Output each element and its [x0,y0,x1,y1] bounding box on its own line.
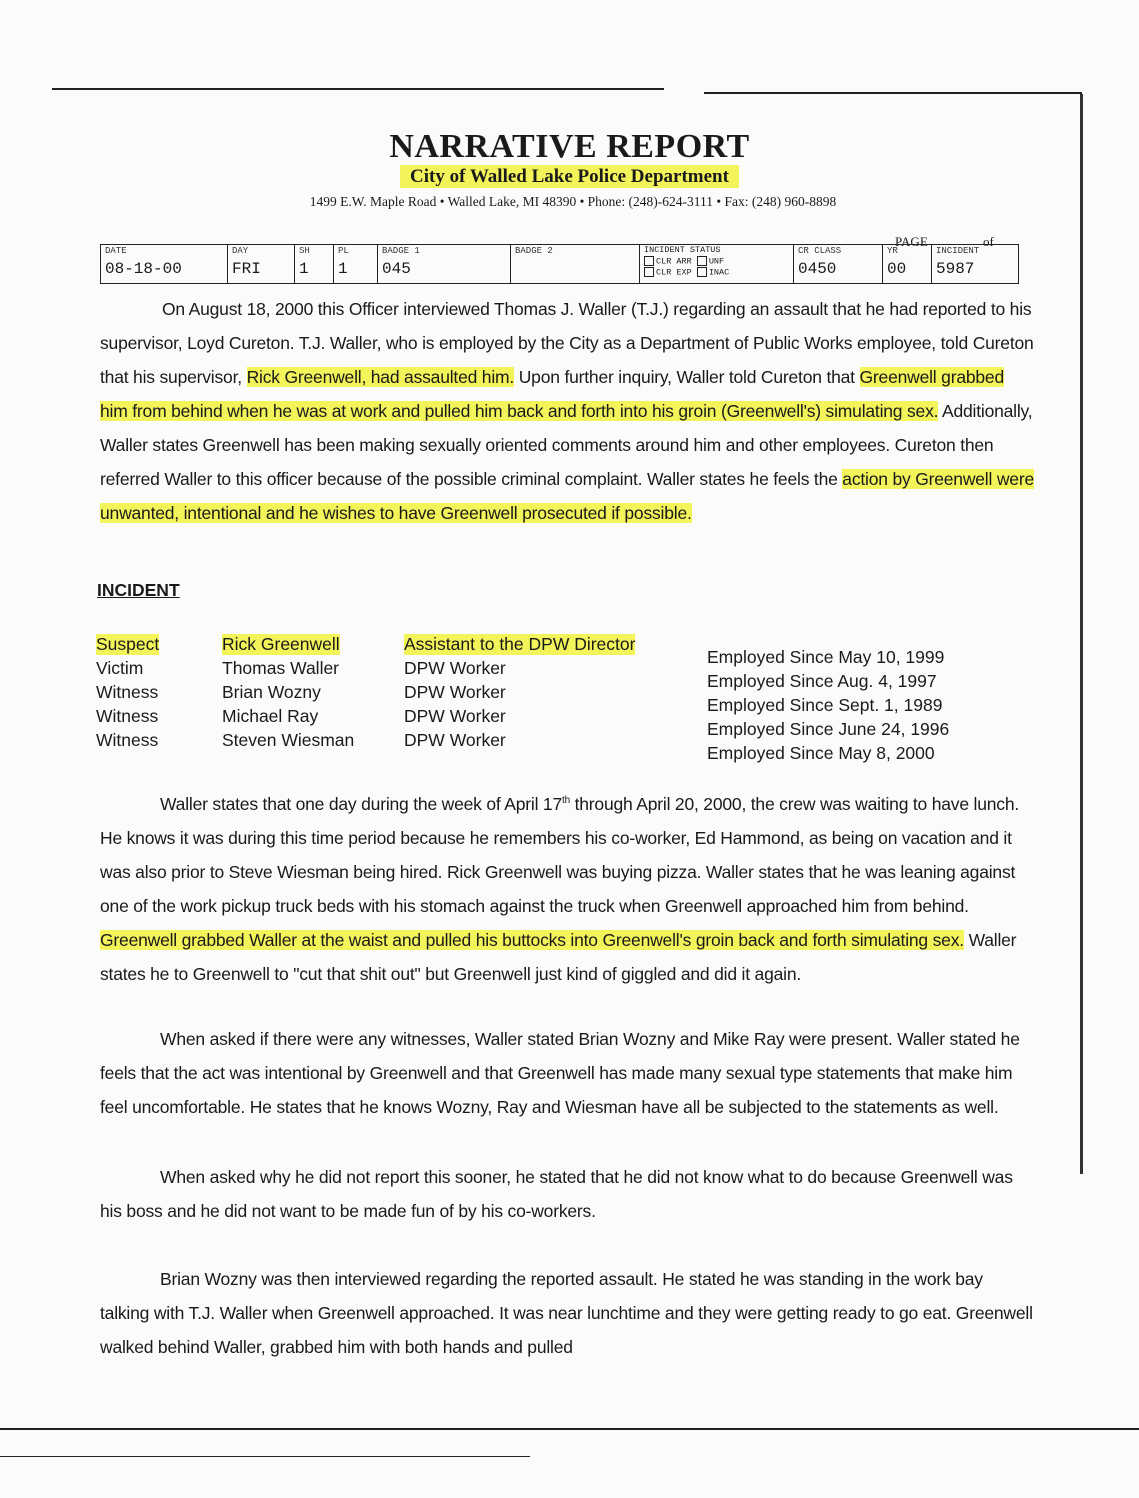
top-border-rule [52,88,664,90]
cr-class-cell: CR CLASS 0450 [794,245,883,284]
narrative-paragraph-1: On August 18, 2000 this Officer interviewed Thomas J. Waller (T.J.) regarding an assault that he had reported to his supervisor, Loyd Cureton. T.J. Waller, who is employed by the City as a Department of Public Works employee, told Cureton that his supervisor, Rick Greenwell, had assaulted him. Upon further inquiry, Waller told Cureton that Greenwell grabbed him from behind when he was at work and pulled him back and forth into his groin (Greenwell's) simulating sex. Additionally, Waller states Greenwell has been making sexually oriented comments around him and other employees. Cureton then referred Waller to this officer because of the possible criminal complaint. Waller states he feels the action by Greenwell were unwanted, intentional and he wishes to have Greenwell prosecuted if possible. [100,299,1034,523]
bottom-border-rule [0,1428,1139,1430]
highlight-waist-grab: Greenwell grabbed Waller at the waist and pulled his buttocks into Greenwell's groin back and forth simulating sex. [100,929,964,950]
narrative-paragraph-3: When asked if there were any witnesses, Waller stated Brian Wozny and Mike Ray were present. Waller stated he feels that the act was intentional by Greenwell and that Greenwell has made many sexual type statements that make him feel uncomfortable. He states that he knows Wozny, Ray and Wiesman have all be subjected to the statements as well. [100,1029,1020,1117]
highlight-assault: Rick Greenwell, had assaulted him. [246,367,515,387]
shift-cell: SH 1 [295,245,334,284]
day-cell: DAY FRI [228,245,295,284]
year-cell: YR 00 [883,245,932,284]
clr-arr-checkbox [644,256,654,266]
incident-heading: INCIDENT [97,580,180,600]
badge2-cell: BADGE 2 [511,245,640,284]
narrative-paragraph-5: Brian Wozny was then interviewed regarding the reported assault. He stated he was standing in the work bay talking with T.J. Waller when Greenwell approached. It was near lunchtime and they were getting ready to go eat. Greenwell walked behind Waller, grabbed him with both hands and pulled [100,1269,1033,1357]
highlight-prosecute: action by Greenwell were unwanted, intentional and he wishes to have Greenwell prosecuted if possible. [100,469,1034,523]
incident-number-cell: INCIDENT 5987 [932,245,1019,284]
employed-since-witness-3: Employed Since May 8, 2000 [707,743,935,763]
department-name-text: City of Walled Lake Police Department [400,165,739,188]
narrative-paragraph-2: Waller states that one day during the week of April 17th through April 20, 2000, the crew was waiting to have lunch. He knows it was during this time period because he remembers his co-worker, Ed Hammond, as being on vacation and it was also prior to Steve Wiesman being hired. Rick Greenwell was buying pizza. Waller states that he was leaning against one of the work pickup truck beds with his stomach against the truck when Greenwell approached him from behind. Greenwell grabbed Waller at the waist and pulled his buttocks into Greenwell's groin back and forth simulating sex. Waller states he to Greenwell to "cut that shit out" but Greenwell just kind of giggled and did it again. [100,793,1020,984]
highlight-grab: Greenwell grabbed him from behind when he was at work and pulled him back and forth into his groin (Greenwell's) simulating sex. [100,367,1004,421]
top-border-rule-right [704,92,1082,94]
clr-exp-checkbox [644,267,654,277]
report-title: NARRATIVE REPORT [389,128,750,165]
unf-checkbox [697,256,707,266]
employed-since-victim: Employed Since Aug. 4, 1997 [707,671,937,691]
employed-since-witness-1: Employed Since Sept. 1, 1989 [707,695,943,715]
badge1-cell: BADGE 1 045 [378,245,511,284]
employed-since-witness-2: Employed Since June 24, 1996 [707,719,950,739]
page-label: PAGE [895,234,928,249]
incident-status-cell: INCIDENT STATUS CLR ARR UNF CLR EXP INAC [640,245,794,284]
platoon-cell: PL 1 [334,245,378,284]
narrative-paragraph-4: When asked why he did not report this sooner, he stated that he did not know what to do because Greenwell was his boss and he did not want to be made fun of by his co-workers. [100,1167,1013,1221]
inac-checkbox [697,267,707,277]
department-address: 1499 E.W. Maple Road • Walled Lake, MI 48390 • Phone: (248)-624-3111 • Fax: (248) 960-8898 [309,194,837,209]
department-name [0,166,1139,188]
employed-since-suspect: Employed Since May 10, 1999 [707,647,945,667]
right-border-rule [1080,94,1083,1174]
date-cell: DATE 08-18-00 [101,245,228,284]
footer-rule [0,1456,530,1457]
of-label: of [983,234,994,249]
report-header-table [100,244,1019,284]
